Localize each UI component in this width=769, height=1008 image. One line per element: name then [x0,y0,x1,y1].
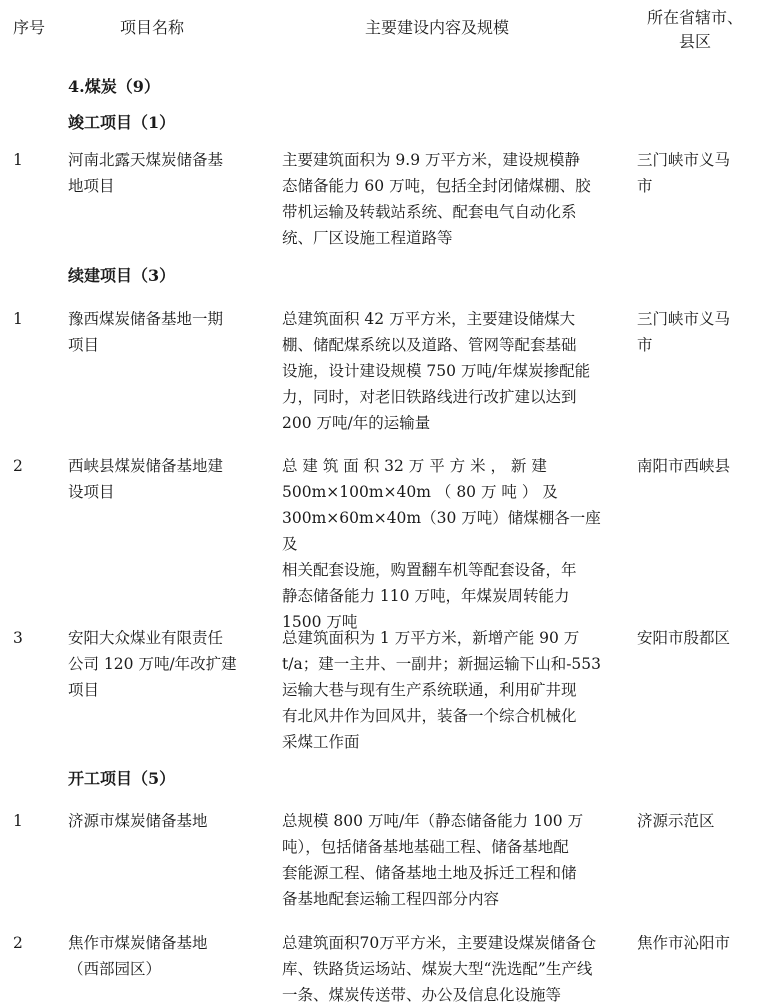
project-location: 南阳市西峡县 [637,457,731,475]
section-title-continuing: 续建项目（3） [68,266,176,285]
project-name: 焦作市煤炭储备基地 （西部园区） [68,934,208,978]
header-no: 序号 [13,18,46,37]
project-location: 焦作市沁阳市 [637,934,731,952]
category-title: 4.煤炭（9） [68,77,160,96]
project-content: 总建筑面积 42 万平方米，主要建设储煤大 棚、储配煤系统以及道路、管网等配套基础 设施，设计建设规模 750 万吨/年煤炭掺配能 力，同时，对老旧铁路线进行改扩建以达到 200 万吨/年的运输量 [282,310,591,432]
row-number: 2 [13,934,23,952]
row-number: 1 [13,310,23,328]
project-name: 豫西煤炭储备基地一期 项目 [68,310,224,354]
project-content: 总 建 筑 面 积 32 万 平 方 米 ， 新 建 500m×100m×40m （ 80 万 吨 ） 及 300m×60m×40m（30 万吨）储煤棚各一座及 相关配套设施，购置翻车机等配套设备，年 静态储备能力 110 万吨，年煤炭周转能力 1500 万吨 [282,457,601,631]
project-name: 安阳大众煤业有限责任 公司 120 万吨/年改扩建 项目 [68,629,237,699]
project-location: 三门峡市义马 市 [637,151,731,195]
row-number: 1 [13,812,23,830]
project-name: 西峡县煤炭储备基地建 设项目 [68,457,224,501]
project-location: 三门峡市义马 市 [637,310,731,354]
header-content: 主要建设内容及规模 [365,18,510,37]
project-name: 济源市煤炭储备基地 [68,812,208,830]
project-location: 济源示范区 [637,812,715,830]
row-number: 1 [13,151,23,169]
section-title-starting: 开工项目（5） [68,769,176,788]
header-name: 项目名称 [120,18,185,37]
project-location: 安阳市殷都区 [637,629,731,647]
project-name: 河南北露天煤炭储备基 地项目 [68,151,224,195]
project-content: 总建筑面积70万平方米，主要建设煤炭储备仓 库、铁路货运场站、煤炭大型“洗选配”生产线 一条、煤炭传送带、办公及信息化设施等 [282,934,597,1004]
row-number: 3 [13,629,23,647]
row-number: 2 [13,457,23,475]
project-content: 主要建筑面积为 9.9 万平方米，建设规模静 态储备能力 60 万吨，包括全封闭储煤棚、胶 带机运输及转载站系统、配套电气自动化系 统、厂区设施工程道路等 [282,151,591,247]
project-content: 总建筑面积为 1 万平方米，新增产能 90 万 t/a；建一主井、一副井；新掘运输下山和-553 运输大巷与现有生产系统联通，利用矿井现 有北风井作为回风井，装备一个综合机械化 采煤工作面 [282,629,602,751]
header-location: 所在省辖市、 县区 [646,8,743,51]
section-title-completed: 竣工项目（1） [68,113,176,132]
project-content: 总规模 800 万吨/年（静态储备能力 100 万 吨），包括储备基地基础工程、储备基地配 套能源工程、储备基地土地及拆迁工程和储 备基地配套运输工程四部分内容 [282,812,584,908]
